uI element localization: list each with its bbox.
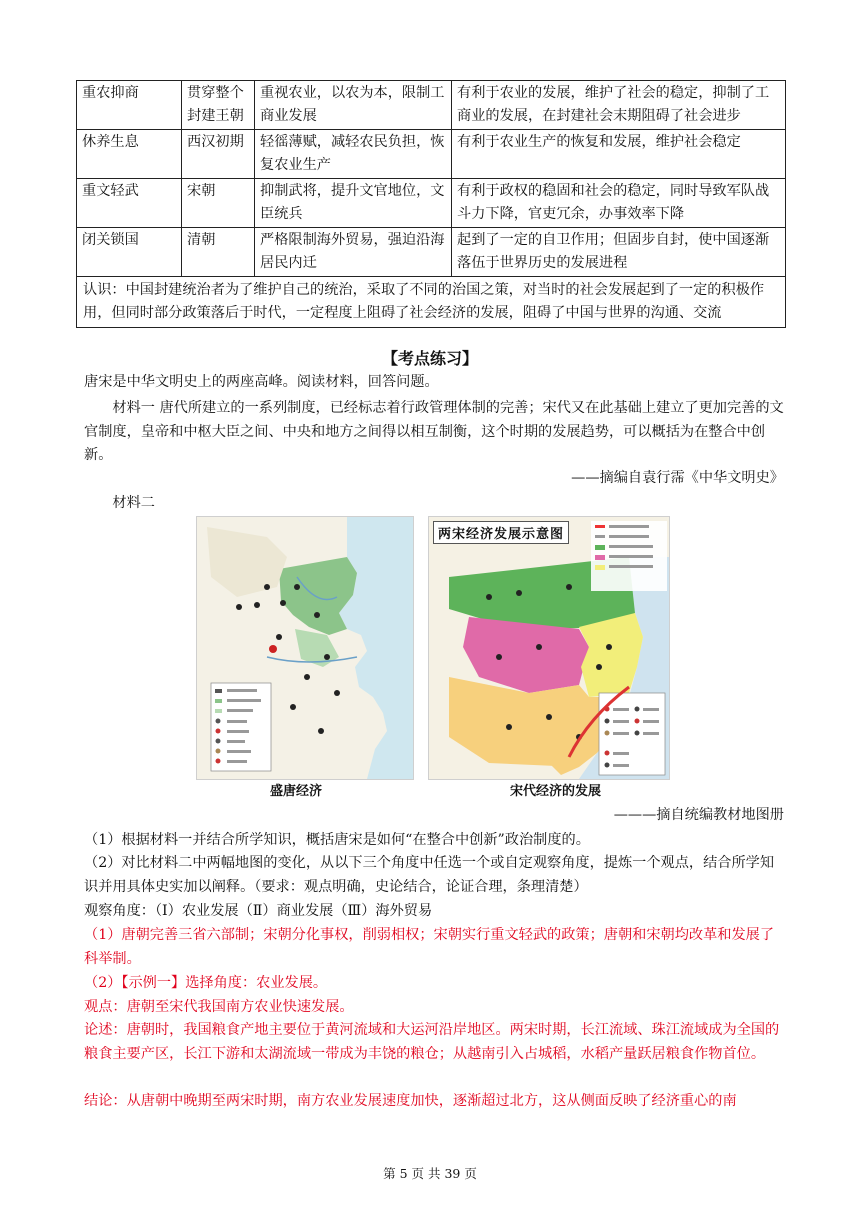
question-two: （2）对比材料二中两幅地图的变化，从以下三个角度中任选一个或自定观察角度，提炼一个观点，结合所学知识并用具体史实加以阐释。（要求：观点明确，史论结合，论证合理，条理清楚） xyxy=(84,855,775,895)
material-one: 材料一 唐代所建立的一系列制度，已经标志着行政管理体制的完善；宋代又在此基础上建立了更加完善的文官制度，皇帝和中枢大臣之间、中央和地方之间得以相互制衡，这个时期的发展趋势，可以概括为在整合中创新。 xyxy=(84,400,784,463)
table-cell: 有利于农业生产的恢复和发展，维护社会稳定 xyxy=(452,130,786,179)
table-cell: 闭关锁国 xyxy=(77,228,182,277)
observation-angles: 观察角度：（Ⅰ）农业发展（Ⅱ）商业发展（Ⅲ）海外贸易 xyxy=(84,903,433,919)
question-one: （1）根据材料一并结合所学知识，概括唐宋是如何“在整合中创新”政治制度的。 xyxy=(84,832,590,848)
table-cell: 抑制武将，提升文官地位，文臣统兵 xyxy=(255,179,452,228)
table-cell: 有利于政权的稳固和社会的稳定，同时导致军队战斗力下降，官吏冗余，办事效率下降 xyxy=(452,179,786,228)
map-title: 两宋经济发展示意图 xyxy=(433,521,569,544)
exercise-intro: 唐宋是中华文明史上的两座高峰。阅读材料，回答问题。 xyxy=(84,374,439,390)
table-cell: 轻徭薄赋，减轻农民负担，恢复农业生产 xyxy=(255,130,452,179)
material-two-label: 材料二 xyxy=(112,495,155,511)
section-heading: 【考点练习】 xyxy=(381,349,478,368)
answer-viewpoint: 观点：唐朝至宋代我国南方农业快速发展。 xyxy=(84,999,354,1015)
table-cell: 重视农业，以农为本，限制工商业发展 xyxy=(255,81,452,130)
map-caption-song: 宋代经济的发展 xyxy=(510,784,602,799)
table-row xyxy=(77,277,786,328)
table-row xyxy=(77,179,786,228)
table-cell: 清朝 xyxy=(182,228,255,277)
song-economy-map xyxy=(428,516,670,780)
map-source: ———摘自统编教材地图册 xyxy=(613,807,784,823)
table-cell: 西汉初期 xyxy=(182,130,255,179)
table-row xyxy=(77,130,786,179)
tang-economy-map xyxy=(196,516,414,780)
table-note: 认识：中国封建统治者为了维护自己的统治，采取了不同的治国之策，对当时的社会发展起到了一定的积极作用，但同时部分政策落后于时代，一定程度上阻碍了社会经济的发展，阻碍了中国与世界的沟通、交流 xyxy=(77,277,786,328)
map-caption-tang: 盛唐经济 xyxy=(270,784,323,799)
material-one-source: ——摘编自袁行霈《中华文明史》 xyxy=(571,470,784,486)
table-cell: 起到了一定的自卫作用；但固步自封，使中国逐渐落伍于世界历史的发展进程 xyxy=(452,228,786,277)
table-row xyxy=(77,81,786,130)
answer-argument: 论述：唐朝时，我国粮食产地主要位于黄河流域和大运河沿岸地区。两宋时期，长江流域、珠江流域成为全国的粮食主要产区，长江下游和太湖流域一带成为丰饶的粮仓；从越南引入占城稻，水稻产量跃居粮食作物首位。 xyxy=(84,1022,780,1062)
table-row xyxy=(77,228,786,277)
table-cell: 贯穿整个封建王朝 xyxy=(182,81,255,130)
page-footer: 第 5 页 共 39 页 xyxy=(383,1166,477,1181)
table-cell: 严格限制海外贸易，强迫沿海居民内迁 xyxy=(255,228,452,277)
policy-table xyxy=(76,80,786,328)
table-cell: 宋朝 xyxy=(182,179,255,228)
map-figure xyxy=(196,516,670,780)
answer-one: （1）唐朝完善三省六部制；宋朝分化事权，削弱相权；宋朝实行重文轻武的政策；唐朝和宋朝均改革和发展了科举制。 xyxy=(84,927,775,967)
answer-two-example: （2）【示例一】选择角度：农业发展。 xyxy=(84,975,328,991)
table-cell: 重文轻武 xyxy=(77,179,182,228)
answer-conclusion: 结论：从唐朝中晚期至两宋时期，南方农业发展速度加快，逐渐超过北方，这从侧面反映了经济重心的南 xyxy=(84,1093,737,1109)
table-cell: 休养生息 xyxy=(77,130,182,179)
table-cell: 重农抑商 xyxy=(77,81,182,130)
table-cell: 有利于农业的发展，维护了社会的稳定，抑制了工商业的发展，在封建社会末期阻碍了社会进步 xyxy=(452,81,786,130)
